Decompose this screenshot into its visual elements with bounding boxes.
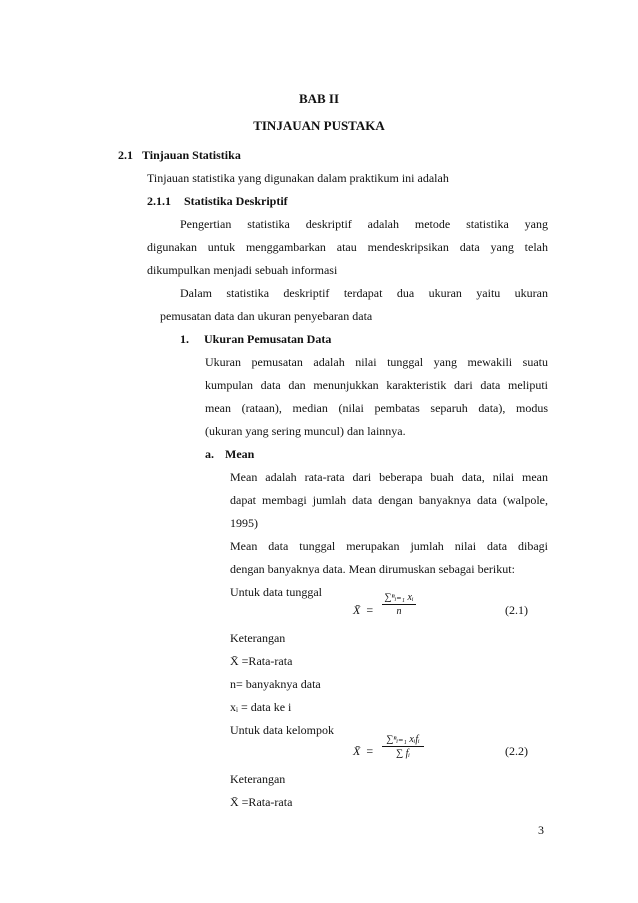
para2-line2: pemusatan data dan ukuran penyebaran data [160, 309, 373, 323]
subitem-a-title: Mean [225, 447, 255, 461]
item1-text-line3: mean (rataan), median (nilai pembatas separuh data), modus [205, 401, 548, 415]
formula1-numerator: ∑ⁿᵢ₌₁ xᵢ [384, 592, 414, 603]
formula1-fraction [382, 592, 416, 617]
subitem-a-heading [205, 447, 254, 461]
formula1-xbar: X̄ [353, 603, 361, 617]
keterangan1-heading: Keterangan [230, 631, 286, 645]
para1-line1: Pengertian statistika deskriptif adalah metode statistika yang [180, 217, 548, 231]
item1-title: Ukuran Pemusatan Data [204, 332, 332, 346]
formula2-fraction [382, 734, 424, 759]
chapter-title: TINJAUAN PUSTAKA [253, 118, 385, 133]
formula2-denominator: ∑ fᵢ [396, 748, 410, 759]
section-title: Tinjauan Statistika [142, 148, 241, 162]
formula2-fraction-bar [382, 746, 424, 747]
para1-line3: dikumpulkan menjadi sebuah informasi [147, 263, 338, 277]
mean-text-line1: Mean adalah rata-rata dari beberapa buah data, nilai mean [230, 470, 548, 484]
mean-text-line3: 1995) [230, 516, 258, 530]
keterangan1-xi: xᵢ = data ke i [230, 700, 292, 714]
page-number: 3 [538, 823, 544, 837]
para1-line2: digunakan untuk menggambarkan atau mendeskripsikan data yang telah [147, 240, 548, 254]
section-number: 2.1 [118, 148, 133, 162]
mean-text-line2: dapat membagi jumlah data dengan banyaknya data (walpole, [230, 493, 548, 507]
formula2-xbar: X̄ [353, 744, 361, 758]
formula2-label: (2.2) [505, 744, 528, 758]
subsection-number: 2.1.1 [147, 194, 171, 208]
formula1-denominator: n [396, 606, 402, 617]
formula1-lhs [353, 603, 373, 617]
subsection-heading [147, 194, 288, 208]
formula1-equals: = [366, 603, 374, 617]
subitem-a-letter: a. [205, 447, 214, 461]
chapter-label: BAB II [298, 91, 340, 106]
mean-text-line6: Untuk data tunggal [230, 585, 322, 599]
section-intro: Tinjauan statistika yang digunakan dalam praktikum ini adalah [147, 171, 449, 185]
item1-number: 1. [180, 332, 189, 346]
subsection-title: Statistika Deskriptif [184, 194, 288, 208]
mean-text-line5: dengan banyaknya data. Mean dirumuskan sebagai berikut: [230, 562, 515, 576]
formula1-fraction-bar [382, 604, 416, 605]
mean-text-line4: Mean data tunggal merupakan jumlah nilai data dibagi [230, 539, 548, 553]
section-heading [118, 148, 241, 162]
kelompok-label: Untuk data kelompok [230, 723, 334, 737]
formula1-label: (2.1) [505, 603, 528, 617]
item1-heading [180, 332, 331, 346]
keterangan1-n: n= banyaknya data [230, 677, 321, 691]
formula2-numerator: ∑ⁿᵢ₌₁ xᵢfᵢ [386, 734, 420, 745]
formula2-lhs [353, 744, 373, 758]
keterangan2-heading: Keterangan [230, 772, 286, 786]
item1-text-line1: Ukuran pemusatan adalah nilai tunggal yang mewakili suatu [205, 355, 548, 369]
formula2-equals: = [366, 744, 374, 758]
keterangan1-xbar: X̄ =Rata-rata [230, 654, 293, 668]
para2-line1: Dalam statistika deskriptif terdapat dua ukuran yaitu ukuran [180, 286, 548, 300]
item1-text-line2: kumpulan data dan menunjukkan karakteristik dari data meliputi [205, 378, 548, 392]
item1-text-line4: (ukuran yang sering muncul) dan lainnya. [205, 424, 406, 438]
keterangan2-xbar: X̄ =Rata-rata [230, 795, 293, 809]
